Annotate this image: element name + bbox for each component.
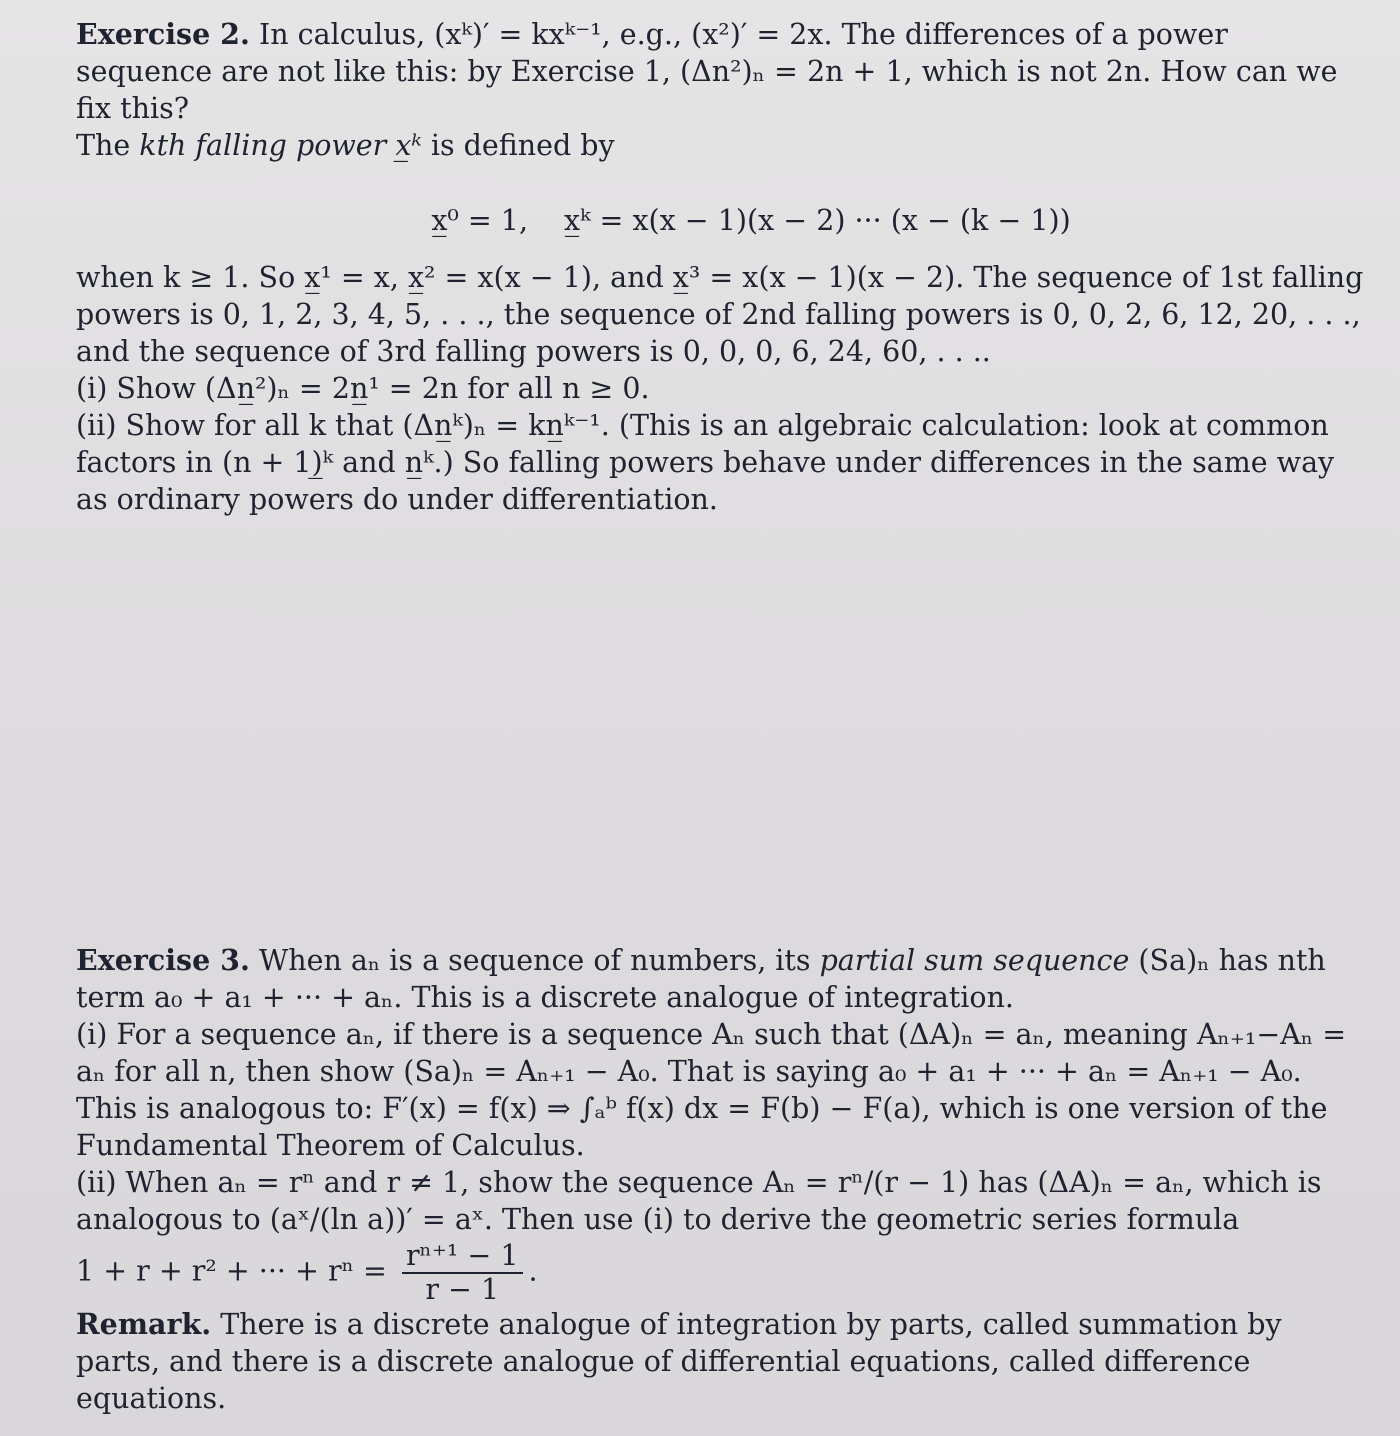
- definition-prefix: The: [76, 129, 140, 162]
- exercise-3-intro-suffix: (Sa)ₙ has nth term a₀ + a₁ + ··· + aₙ. This is a discrete analogue of integration.: [76, 944, 1326, 1014]
- formula-denominator: r − 1: [425, 1273, 500, 1306]
- definition-suffix: is defined by: [421, 129, 615, 162]
- exercise-2-part-ii: (ii) Show for all k that (Δn̲ᵏ)ₙ = kn̲ᵏ⁻¹. (This is an algebraic calculation: look at common factors in (n + 1)̲ᵏ and n̲ᵏ.) So falling powers behave under differences in the same way as ordinary powers do under differentiation.: [76, 409, 1335, 516]
- falling-power-examples: when k ≥ 1. So x̲¹ = x, x̲² = x(x − 1), and x̲³ = x(x − 1)(x − 2). The sequence of 1st falling powers is 0, 1, 2, 3, 4, 5, . . ., the sequence of 2nd falling powers is 0, 0, 2, 6, 12, 20, . . ., and the sequence of 3rd falling powers is 0, 0, 0, 6, 24, 60, . . ..: [76, 261, 1364, 368]
- formula-lhs: 1 + r + r² + ··· + rⁿ =: [76, 1254, 387, 1288]
- display-equation-left: x̲⁰ = 1,: [431, 204, 529, 237]
- exercise-3-title: Exercise 3.: [76, 943, 250, 977]
- remark-text: There is a discrete analogue of integration by parts, called summation by parts, and there is a discrete analogue of differential equations, called difference equations.: [76, 1308, 1282, 1415]
- exercise-3: [76, 942, 1366, 1417]
- remark: [76, 1306, 1366, 1417]
- exercise-2-part-i: (i) Show (Δn̲²)ₙ = 2n̲¹ = 2n for all n ≥ 0.: [76, 372, 650, 405]
- display-equation: [76, 202, 1366, 239]
- formula-numerator: rⁿ⁺¹ − 1: [402, 1240, 523, 1274]
- exercise-2-intro: [76, 16, 1366, 127]
- remark-title: Remark.: [76, 1307, 212, 1341]
- exercise-2-title: Exercise 2.: [76, 17, 250, 51]
- formula-period: .: [528, 1254, 538, 1288]
- exercise-2: [76, 16, 1366, 518]
- display-equation-right: x̲ᵏ = x(x − 1)(x − 2) ··· (x − (k − 1)): [564, 204, 1071, 237]
- formula-fraction: [402, 1240, 523, 1306]
- exercise-3-term: partial sum sequence: [819, 944, 1130, 977]
- exercise-3-intro-prefix: When aₙ is a sequence of numbers, its: [258, 944, 820, 977]
- exercise-2-intro-text: In calculus, (xᵏ)′ = kxᵏ⁻¹, e.g., (x²)′ = 2x. The differences of a power sequence are not like this: by Exercise 1, (Δn²)ₙ = 2n + 1, which is not 2n. How can we fix this?: [76, 18, 1338, 125]
- exercise-3-part-i: (i) For a sequence aₙ, if there is a sequence Aₙ such that (ΔA)ₙ = aₙ, meaning Aₙ₊₁−Aₙ = aₙ for all n, then show (Sa)ₙ = Aₙ₊₁ − A₀. That is saying a₀ + a₁ + ··· + aₙ = Aₙ₊₁ − A₀. This is analogous to: F′(x) = f(x) ⇒ ∫ₐᵇ f(x) dx = F(b) − F(a), which is one version of the Fundamental Theorem of Calculus.: [76, 1018, 1347, 1162]
- exercise-3-part-ii: (ii) When aₙ = rⁿ and r ≠ 1, show the sequence Aₙ = rⁿ/(r − 1) has (ΔA)ₙ = aₙ, which is analogous to (aˣ/(ln a))′ = aˣ. Then use (i) to derive the geometric series formula: [76, 1166, 1322, 1236]
- exercise-3-intro: [76, 942, 1366, 1016]
- falling-power-definition: [76, 127, 1366, 164]
- geometric-series-formula: [76, 1240, 1366, 1306]
- definition-term: kth falling power x̲ᵏ: [139, 129, 422, 162]
